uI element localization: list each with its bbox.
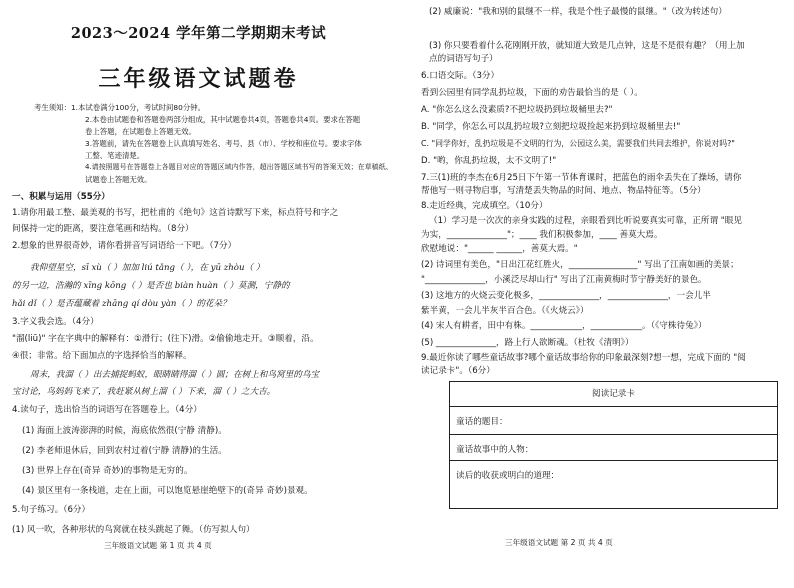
q8-item: (2) 诗词里有美色，"日出江花红胜火，________________" 写出了江南如画的美景； (421, 260, 739, 270)
notes-line: 3.答题前，请先在答题卷上认真填写姓名、考号、县（市）、学校和座位号。要求字体 (85, 139, 362, 148)
q2-text-line: 我仰望星空，sī xù（ ）加加 liú tǎng（ ），在 yū zhòu（ ） (30, 263, 265, 273)
card-row-label: 读后的收获或明白的道理： (456, 471, 560, 481)
q4-item: (3) 世界上存在(奇异 奇妙)的事物是无穷的。 (22, 466, 193, 476)
card-row-title[interactable] (450, 406, 777, 435)
card-row-label: 童话的题目： (456, 417, 508, 427)
card-row-label: 童话故事中的人物： (456, 445, 534, 455)
question-2: 2.想象的世界很奇妙，请你看拼音写词语给一下吧。（7分） (12, 241, 237, 251)
section-one-heading: 一、积累与运用（55分） (12, 192, 110, 202)
q6-option-a: A. "你怎么这么没素质?不把垃圾扔到垃圾桶里去?" (421, 105, 613, 115)
q8-item: (5) ______________，路上行人欲断魂。（杜牧《清明》） (421, 338, 634, 348)
q8-item: "______________，小溪泛尽却山行" 写出了江南黄梅时节宁静美好的景色。 (421, 275, 707, 285)
q6-option-d: D. "哟，你乱扔垃圾，太不文明了!" (421, 156, 557, 166)
q3-passage-line: 宝讨论，鸟妈妈飞来了，我赶紧从树上溜（ ）下来，溜（ ）之大吉。 (12, 387, 276, 397)
q4-item: (4) 景区里有一条栈道，走在上面，可以饱览悬崖绝壁下的(奇异 奇妙)景观。 (22, 486, 313, 496)
question-1-cont: 间保持一定的距离，要注意笔画和结构。（8分） (12, 224, 194, 234)
exam-title: 2023～2024 学年第二学期期末考试 (70, 25, 327, 42)
q3-text-line: "溜(liū)" 字在字典中的解释有：①滑行；(往下)滑。②偷偷地走开。③顺着，沿。 (12, 334, 319, 344)
card-title: 阅读记录卡 (592, 389, 635, 399)
q8-item: 紫半黄，一会儿半灰半百合色。（《火烧云》） (421, 306, 589, 316)
question-1: 1.请你用最工整、最美观的书写，把杜甫的《绝句》这首诗默写下来，标点符号和字之 (12, 208, 339, 218)
q2-text-line: 的另一边，浩瀚的 xīng kōng（ ）是否也 biàn huàn（ ）莫测，宁静的 (12, 281, 290, 291)
question-9: 9.最近你读了哪些童话故事?哪个童话故事给你的印象最深刻?想一想，完成下面的 "阅 (421, 353, 746, 363)
q8-item: （1）学习是一次次的亲身实践的过程，亲眼看到比听说要真实可靠，正所谓 "眼见 (429, 216, 742, 226)
notes-line: 考生须知：1.本试卷满分100分，考试时间80分钟。 (34, 103, 205, 112)
page-footer: 三年级语文试题 第 1 页 共 4 页 (104, 541, 212, 550)
question-7: 7.三(1)班的李杰在6月25日下午第一节体育课时，把蓝色的雨伞丢失在了操场，请你 (421, 173, 742, 183)
question-5: 5.句子练习。（6分） (12, 505, 91, 515)
q5-sub-line: (3) 你只要看着什么花刚刚开放，就知道大致是几点钟，这是不是很有趣？（用上加 (429, 41, 745, 51)
q4-item: (1) 海面上波涛澎湃的时候，海底依然很(宁静 清静)。 (22, 426, 227, 436)
q4-item: (2) 李老师退休后，回到农村过着(宁静 清静)的生活。 (22, 446, 227, 456)
q6-option-c: C. "同学你好，乱扔垃圾是不文明的行为，公园这么美，需要我们共同去维护，你说对吗?" (421, 139, 735, 148)
q5-sub-line: (2) 威廉说："我和别的鼠继不一样，我是个性子最慢的鼠继。"（改为转述句） (429, 7, 727, 17)
q8-item: (4) 宋人有耕者，田中有株。____________，____________。（《守株待兔》） (421, 321, 707, 331)
q6-option-b: B. "同学，你怎么可以乱扔垃圾?立刻把垃圾捡起来扔到垃圾桶里去!" (421, 122, 681, 132)
notes-line: 卷上答题，在试题卷上答题无效。 (85, 127, 196, 136)
q8-item: 欣慰地说："______ ______，善莫大焉。" (421, 244, 578, 254)
q5-sub-line: 点的词语写句子） (429, 54, 498, 64)
question-9-cont: 读记录卡"。（6分） (421, 366, 495, 376)
q8-item: (3) 这地方的火烧云变化极多，______________，______________，一会儿半 (421, 291, 711, 301)
question-6: 6.口语交际。（3分） (421, 71, 500, 81)
question-4: 4.读句子，选出恰当的词语写在答题卷上。（4分） (12, 405, 202, 415)
page-footer: 三年级语文试题 第 2 页 共 4 页 (505, 538, 613, 547)
card-row-takeaway[interactable] (450, 460, 777, 509)
notes-line: 2.本卷由试题卷和答题卷两部分组成，其中试题卷共4页，答题卷共4页。要求在答题 (85, 115, 361, 124)
q2-text-line: hǎi dǐ（ ）是否蕴藏着 zhāng qí dòu yàn（ ）的花朵？ (12, 299, 231, 309)
q6-stem: 看到公园里有同学乱扔垃圾，下面的劝告最恰当的是（ ）。 (421, 88, 643, 98)
q8-item: 为实，______________"；____ 我们积极参加，____ 善莫大焉。 (421, 230, 663, 240)
question-8: 8.走近经典，完成填空。（10分） (421, 201, 548, 211)
q3-text-line: ④很；非常。给下面加点的字选择恰当的解释。 (12, 351, 192, 361)
card-row-characters[interactable] (450, 434, 777, 461)
exam-subtitle: 三年级语文试题卷 (98, 66, 299, 92)
question-7-cont: 帮他写一则寻物启事，写清楚丢失物品的时间、地点、物品特征等。（5分） (421, 186, 706, 196)
q3-passage-line: 周末，我溜（ ）出去捕捉蚂蚁，眼睛睛得溜（ ）圆；在树上和鸟窝里的乌宝 (30, 370, 320, 380)
notes-line: 4.请按照题号在答题卷上各题目对应的答题区域内作答，超出答题区域书写的答案无效；在草稿纸、 (85, 163, 393, 171)
question-3: 3.字义我会选。（4分） (12, 317, 99, 327)
notes-line: 工整、笔迹清楚。 (85, 151, 145, 160)
reading-record-card (449, 381, 778, 509)
q5-item: (1) 风一吹，各种形状的鸟窝就在枝头跳起了舞。（仿写拟人句） (12, 525, 255, 535)
notes-line: 试题卷上答题无效。 (85, 175, 152, 184)
